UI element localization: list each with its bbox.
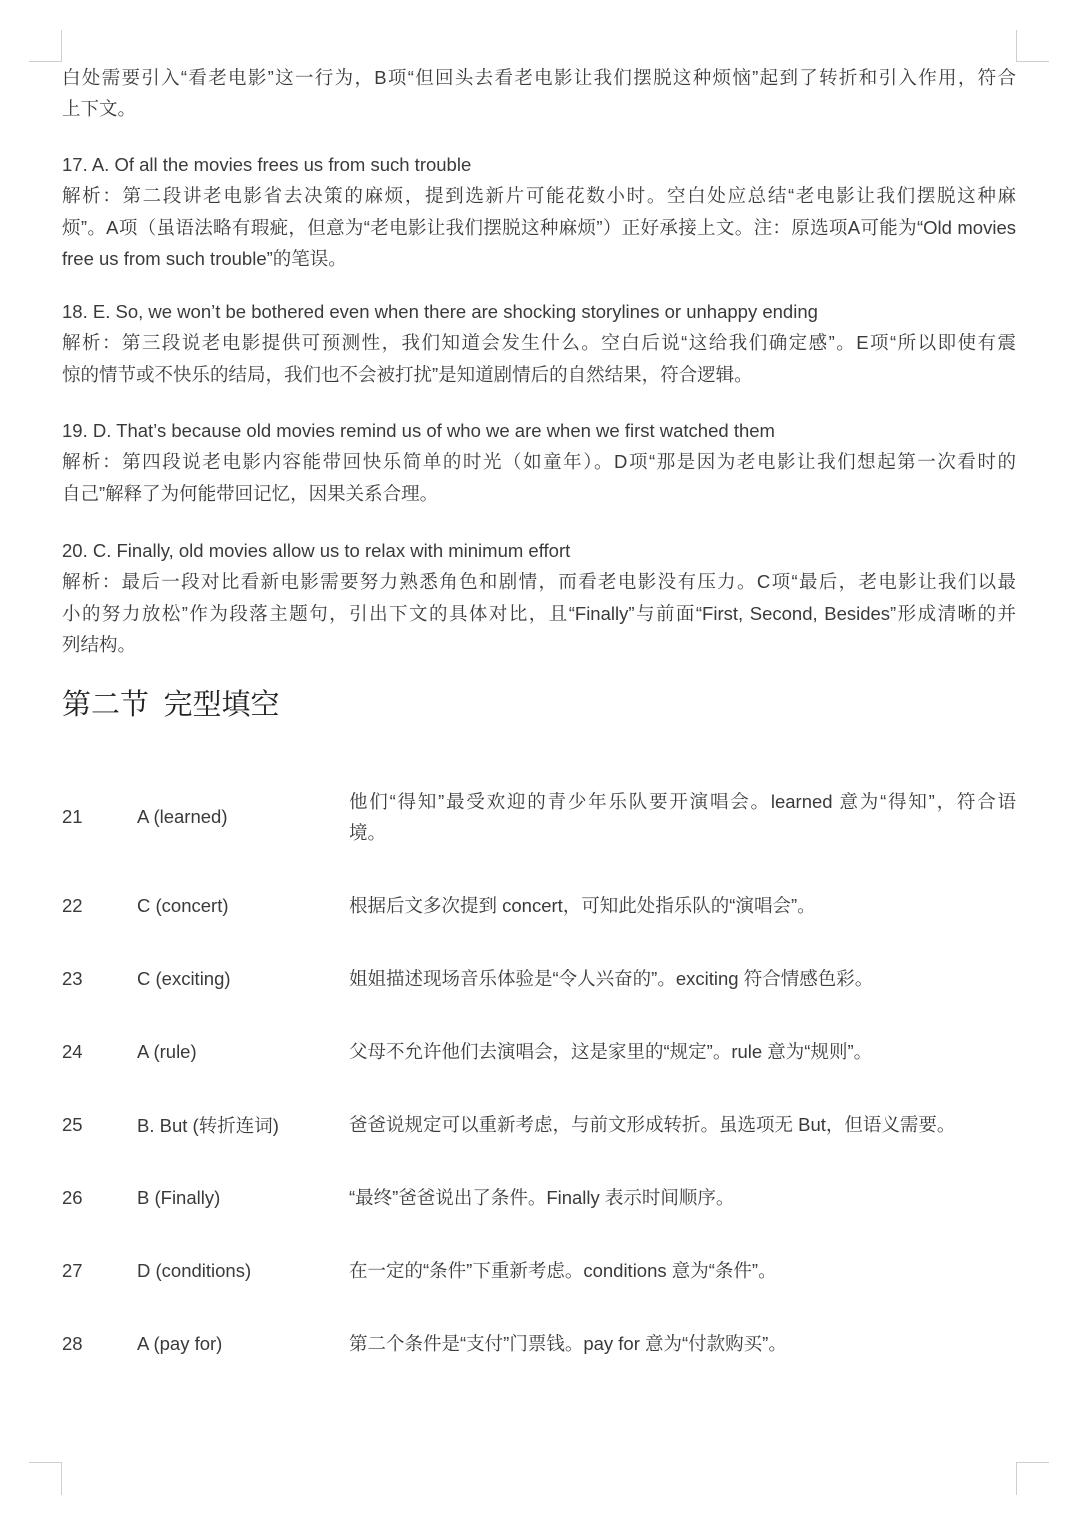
answer-explanation	[349, 942, 1016, 1015]
question-number: 28	[62, 1332, 83, 1354]
answer-choice: B (Finally)	[137, 1186, 221, 1208]
crop-mark-top-left-horizontal	[29, 61, 61, 62]
explanation-line: “最终”爸爸说出了条件。Finally 表示时间顺序。	[349, 1187, 735, 1208]
explanation-line: 在一定的“条件”下重新考虑。conditions 意为“条件”。	[349, 1260, 777, 1281]
explanation-line: 列结构。	[62, 633, 137, 655]
explanation-line: 烦”。A项（虽语法略有瑕疵，但意为“老电影让我们摆脱这种麻烦”）正好承接上文。注：原选项A可能为“Old movies	[62, 216, 1016, 238]
crop-mark-bottom-right-vertical	[1016, 1462, 1017, 1495]
crop-mark-bottom-left-vertical	[61, 1462, 62, 1495]
explanation-line: 自己”解释了为何能带回记忆，因果关系合理。	[62, 482, 439, 504]
answer-explanation	[349, 1088, 1016, 1161]
answer-title: 20. C. Finally, old movies allow us to relax with minimum effort	[62, 540, 571, 561]
table-row	[0, 1307, 1080, 1380]
question-number: 23	[62, 967, 83, 989]
paragraph-line: 上下文。	[62, 98, 137, 120]
answer-explanation	[349, 869, 1016, 942]
question-number: 24	[62, 1040, 83, 1062]
explanation-line: 姐姐描述现场音乐体验是“令人兴奋的”。exciting 符合情感色彩。	[349, 968, 874, 989]
answer-explanation	[349, 1161, 1016, 1234]
explanation-line: free us from such trouble”的笔误。	[62, 247, 347, 269]
crop-mark-bottom-right-horizontal	[1016, 1462, 1049, 1463]
answer-choice: C (concert)	[137, 894, 229, 916]
table-row	[0, 1161, 1080, 1234]
table-row	[0, 1234, 1080, 1307]
question-number: 27	[62, 1259, 83, 1281]
answer-18	[62, 296, 1016, 390]
table-row	[0, 765, 1080, 869]
explanation-line: 解析：第二段讲老电影省去决策的麻烦，提到选新片可能花数小时。空白处应总结“老电影让我们摆脱这种麻	[62, 185, 1016, 207]
answer-title: 18. E. So, we won’t be bothered even when there are shocking storylines or unhappy ending	[62, 301, 818, 322]
explanation-line: 惊的情节或不快乐的结局，我们也不会被打扰”是知道剧情后的自然结果，符合逻辑。	[62, 363, 753, 385]
explanation-line: 解析：第三段说老电影提供可预测性，我们知道会发生什么。空白后说“这给我们确定感”。E项“所以即使有震	[62, 332, 1016, 354]
explanation-line: 父母不允许他们去演唱会，这是家里的“规定”。rule 意为“规则”。	[349, 1041, 873, 1062]
table-row	[0, 869, 1080, 942]
cloze-answer-table	[0, 765, 1080, 1380]
answer-explanation	[349, 765, 1016, 869]
explanation-line: 小的努力放松”作为段落主题句，引出下文的具体对比，且“Finally”与前面“First, Second, Besides”形成清晰的并	[62, 602, 1016, 624]
answer-title: 19. D. That’s because old movies remind us of who we are when we first watched them	[62, 420, 775, 441]
table-row	[0, 942, 1080, 1015]
answer-20	[62, 535, 1016, 660]
paragraph-line: 白处需要引入“看老电影”这一行为，B项“但回头去看老电影让我们摆脱这种烦恼”起到了转折和引入作用，符合	[62, 67, 1016, 88]
question-number: 25	[62, 1113, 83, 1135]
answer-19	[62, 415, 1016, 509]
answer-explanation	[349, 1307, 1016, 1380]
crop-mark-bottom-left-horizontal	[29, 1462, 61, 1463]
answer-17	[62, 149, 1016, 274]
answer-explanation	[349, 1234, 1016, 1307]
answer-choice: B. But (转折连词)	[137, 1114, 279, 1136]
explanation-line: 根据后文多次提到 concert，可知此处指乐队的“演唱会”。	[349, 895, 816, 916]
intro-paragraph	[62, 62, 1016, 125]
crop-mark-top-left-vertical	[61, 30, 62, 62]
section-title: 第二节 完型填空	[62, 689, 280, 721]
explanation-line: 爸爸说规定可以重新考虑，与前文形成转折。虽选项无 But，但语义需要。	[349, 1114, 956, 1135]
question-number: 26	[62, 1186, 83, 1208]
answer-choice: A (pay for)	[137, 1332, 223, 1354]
answer-choice: D (conditions)	[137, 1259, 252, 1281]
table-row	[0, 1015, 1080, 1088]
answer-choice: C (exciting)	[137, 967, 231, 989]
explanation-line: 第二个条件是“支付”门票钱。pay for 意为“付款购买”。	[349, 1333, 787, 1354]
answer-choice: A (learned)	[137, 806, 228, 827]
explanation-line: 他们“得知”最受欢迎的青少年乐队要开演唱会。learned 意为“得知”，符合语	[349, 791, 1016, 812]
answer-explanation	[349, 1015, 1016, 1088]
explanation-line: 解析：第四段说老电影内容能带回快乐简单的时光（如童年）。D项“那是因为老电影让我们想起第一次看时的	[62, 451, 1016, 473]
crop-mark-top-right-vertical	[1016, 30, 1017, 62]
table-row	[0, 1088, 1080, 1161]
question-number: 22	[62, 894, 83, 916]
answer-choice: A (rule)	[137, 1040, 197, 1062]
explanation-line: 境。	[349, 822, 387, 843]
answer-title: 17. A. Of all the movies frees us from such trouble	[62, 154, 472, 175]
crop-mark-top-right-horizontal	[1016, 61, 1049, 62]
explanation-line: 解析：最后一段对比看新电影需要努力熟悉角色和剧情，而看老电影没有压力。C项“最后，老电影让我们以最	[62, 571, 1016, 593]
question-number: 21	[62, 806, 83, 827]
